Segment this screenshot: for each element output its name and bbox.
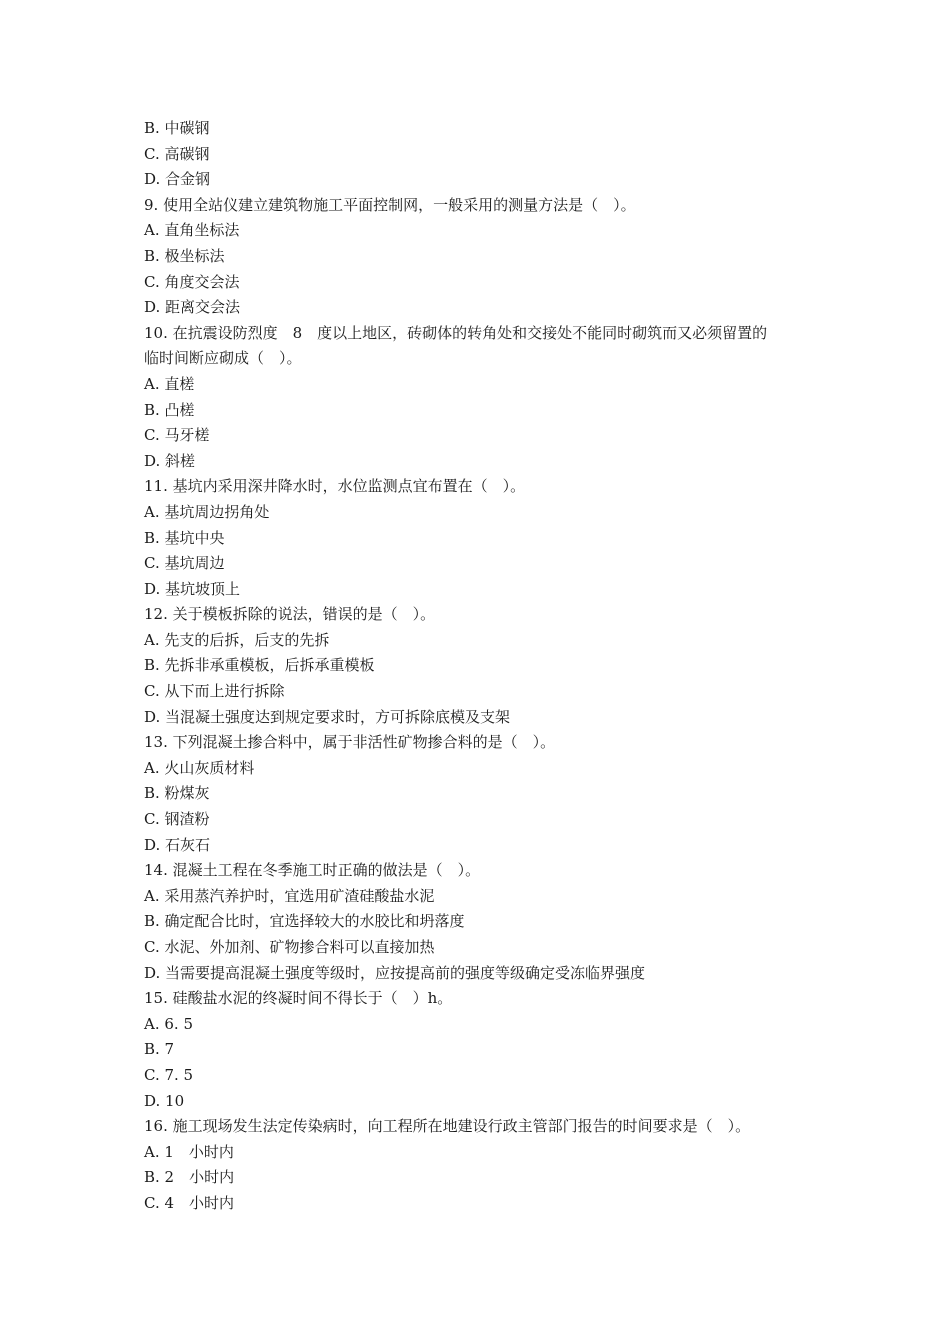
question-13: 13. 下列混凝土掺合料中，属于非活性矿物掺合料的是（ ）。 — [144, 733, 556, 752]
option-line: B. 7 — [144, 1040, 175, 1059]
option-line: C. 4 小时内 — [144, 1193, 235, 1212]
option-line: C. 马牙槎 — [144, 426, 210, 445]
option-line: A. 1 小时内 — [144, 1142, 234, 1161]
question-11: 11. 基坑内采用深井降水时，水位监测点宜布置在（ ）。 — [144, 477, 526, 496]
document-page — [144, 116, 834, 1217]
option-line: A. 基坑周边拐角处 — [144, 502, 270, 521]
option-line: C. 水泥、外加剂、矿物掺合料可以直接加热 — [144, 938, 435, 956]
option-line: A. 采用蒸汽养护时，宜选用矿渣硅酸盐水泥 — [144, 886, 435, 905]
option-line: A. 先支的后拆，后支的先拆 — [144, 630, 330, 649]
option-line: D. 当混凝土强度达到规定要求时，方可拆除底模及支架 — [144, 707, 511, 726]
option-line: C. 从下而上进行拆除 — [144, 682, 285, 701]
question-12: 12. 关于模板拆除的说法，错误的是（ ）。 — [144, 605, 436, 624]
option-line: B. 粉煤灰 — [144, 784, 210, 803]
question-10: 10. 在抗震设防烈度 8 度以上地区，砖砌体的转角处和交接处不能同时砌筑而又必须留置的 — [144, 323, 768, 342]
option-line: D. 当需要提高混凝土强度等级时，应按提高前的强度等级确定受冻临界强度 — [144, 963, 646, 982]
question-15: 15. 硅酸盐水泥的终凝时间不得长于（ ）h。 — [144, 989, 453, 1008]
option-line: C. 高碳钢 — [144, 144, 210, 163]
option-line: B. 基坑中央 — [144, 528, 225, 547]
option-line: A. 火山灰质材料 — [144, 758, 255, 777]
option-line: C. 基坑周边 — [144, 554, 225, 573]
option-line: C. 角度交会法 — [144, 272, 240, 291]
question-14: 14. 混凝土工程在冬季施工时正确的做法是（ ）。 — [144, 861, 481, 880]
option-line: B. 中碳钢 — [144, 119, 210, 137]
option-line: C. 7. 5 — [144, 1065, 194, 1084]
option-line: B. 确定配合比时，宜选择较大的水胶比和坍落度 — [144, 912, 465, 931]
option-line: D. 基坑坡顶上 — [144, 579, 241, 598]
question-10-continued: 临时间断应砌成（ ）。 — [144, 349, 302, 368]
option-line: A. 直角坐标法 — [144, 221, 240, 240]
option-line: B. 极坐标法 — [144, 246, 225, 265]
question-9: 9. 使用全站仪建立建筑物施工平面控制网，一般采用的测量方法是（ ）。 — [144, 195, 636, 214]
option-line: B. 先拆非承重模板，后拆承重模板 — [144, 656, 375, 675]
question-16: 16. 施工现场发生法定传染病时，向工程所在地建设行政主管部门报告的时间要求是（ ）。 — [144, 1117, 751, 1136]
option-line: D. 石灰石 — [144, 835, 211, 854]
option-line: D. 10 — [144, 1091, 185, 1110]
option-line: D. 斜槎 — [144, 451, 196, 470]
option-line: A. 直槎 — [144, 374, 195, 393]
option-line: D. 合金钢 — [144, 170, 211, 189]
option-line: B. 凸槎 — [144, 400, 195, 419]
option-line: D. 距离交会法 — [144, 298, 241, 317]
option-line: A. 6. 5 — [144, 1014, 193, 1033]
option-line: B. 2 小时内 — [144, 1168, 235, 1187]
option-line: C. 钢渣粉 — [144, 810, 210, 829]
